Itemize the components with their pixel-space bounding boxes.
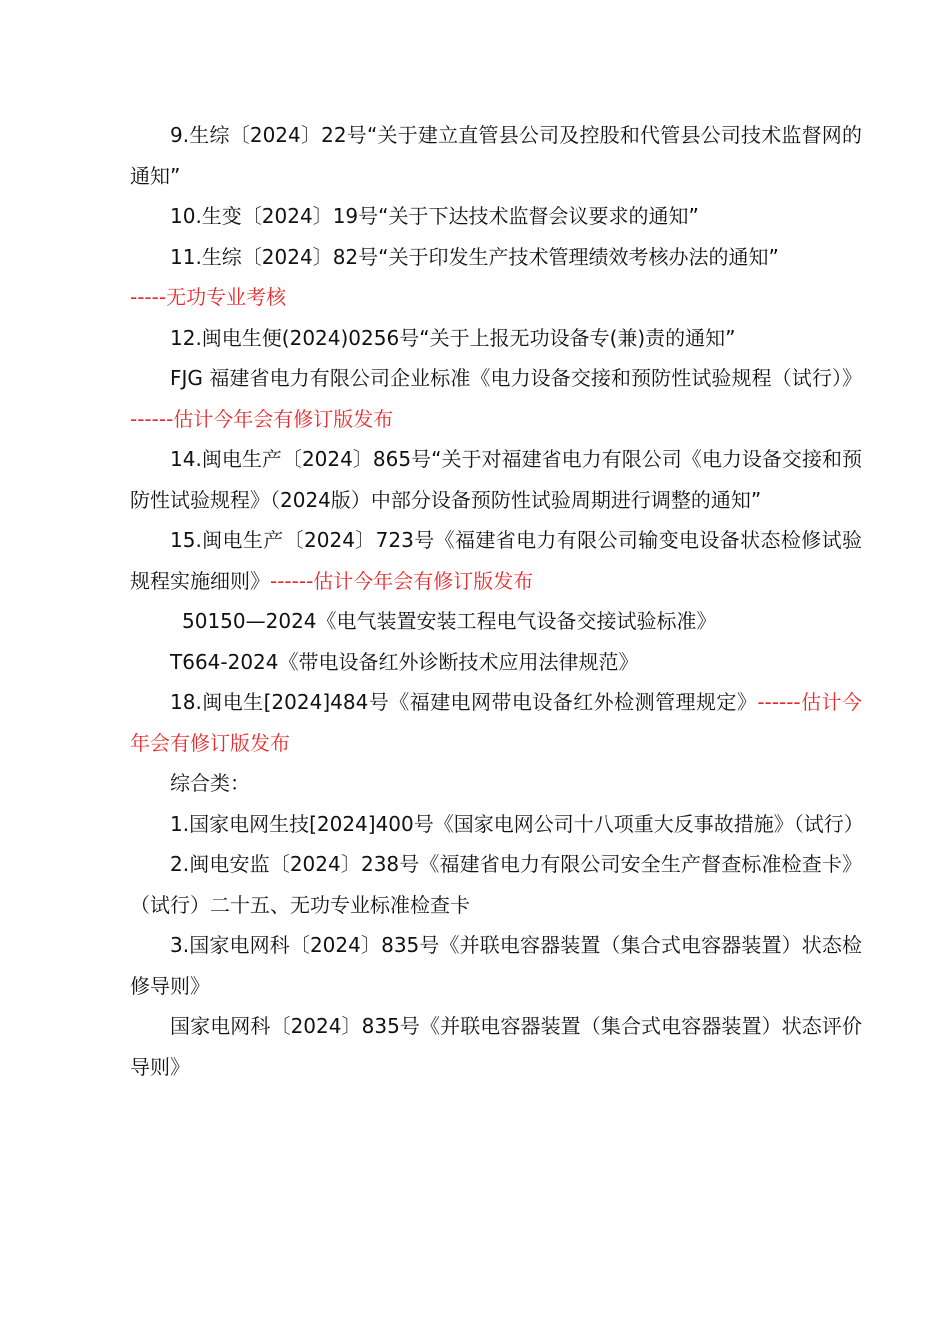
section-heading-general bbox=[130, 763, 862, 804]
highlight-note: -----无功专业考核 bbox=[130, 285, 287, 309]
paragraph-general-1 bbox=[130, 804, 862, 845]
paragraph-general-2 bbox=[130, 844, 862, 925]
paragraph-item-t664 bbox=[130, 642, 862, 683]
paragraph-item-fjg-standard bbox=[130, 358, 862, 439]
paragraph-text: 2.闽电安监〔2024〕238号《福建省电力有限公司安全生产督查标准检查卡》（试行）二十五、无功专业标准检查卡 bbox=[130, 852, 862, 917]
paragraph-text: 15.闽电生产〔2024〕723号《福建省电力有限公司输变电设备状态检修试验规程实施细则》 bbox=[130, 528, 862, 593]
highlight-note: ------估计今年会有修订版发布 bbox=[270, 568, 534, 593]
paragraph-text: FJG 福建省电力有限公司企业标准《电力设备交接和预防性试验规程（试行）》 bbox=[170, 366, 862, 390]
paragraph-general-4 bbox=[130, 1006, 862, 1087]
paragraph-text: 综合类： bbox=[170, 771, 250, 795]
paragraph-text: 50150—2024《电气装置安装工程电气设备交接试验标准》 bbox=[182, 609, 717, 633]
highlight-note: ------估计今年会有修订版发布 bbox=[130, 690, 863, 755]
paragraph-text: T664-2024《带电设备红外诊断技术应用法律规范》 bbox=[170, 649, 639, 674]
paragraph-text: 18.闽电生[2024]484号《福建电网带电设备红外检测管理规定》 bbox=[170, 690, 758, 714]
paragraph-item-15 bbox=[130, 520, 862, 601]
section-heading-reactive-power-assessment bbox=[130, 277, 862, 318]
paragraph-text: 12.闽电生便(2024)0256号“关于上报无功设备专(兼)责的通知” bbox=[170, 325, 736, 350]
paragraph-text: 10.生变〔2024〕19号“关于下达技术监督会议要求的通知” bbox=[170, 204, 699, 228]
paragraph-text: 11.生综〔2024〕82号“关于印发生产技术管理绩效考核办法的通知” bbox=[170, 244, 779, 269]
paragraph-item-50150 bbox=[130, 601, 862, 642]
paragraph-item-12 bbox=[130, 318, 862, 359]
paragraph-text: 14.闽电生产〔2024〕865号“关于对福建省电力有限公司《电力设备交接和预防性试验规程》（2024版）中部分设备预防性试验周期进行调整的通知” bbox=[130, 447, 862, 512]
paragraph-general-3 bbox=[130, 925, 862, 1006]
paragraph-item-18 bbox=[130, 682, 862, 763]
paragraph-item-14 bbox=[130, 439, 862, 520]
paragraph-item-9 bbox=[130, 115, 862, 196]
paragraph-text: 3.国家电网科〔2024〕835号《并联电容器装置（集合式电容器装置）状态检修导则》 bbox=[130, 933, 862, 998]
paragraph-text: 9.生综〔2024〕22号“关于建立直管县公司及控股和代管县公司技术监督网的通知” bbox=[130, 123, 862, 188]
paragraph-item-11 bbox=[130, 237, 862, 278]
paragraph-text: 国家电网科〔2024〕835号《并联电容器装置（集合式电容器装置）状态评价导则》 bbox=[130, 1014, 862, 1079]
paragraph-item-10 bbox=[130, 196, 862, 237]
highlight-note: ------估计今年会有修订版发布 bbox=[130, 406, 394, 431]
paragraph-text: 1.国家电网生技[2024]400号《国家电网公司十八项重大反事故措施》（试行） bbox=[170, 811, 864, 836]
